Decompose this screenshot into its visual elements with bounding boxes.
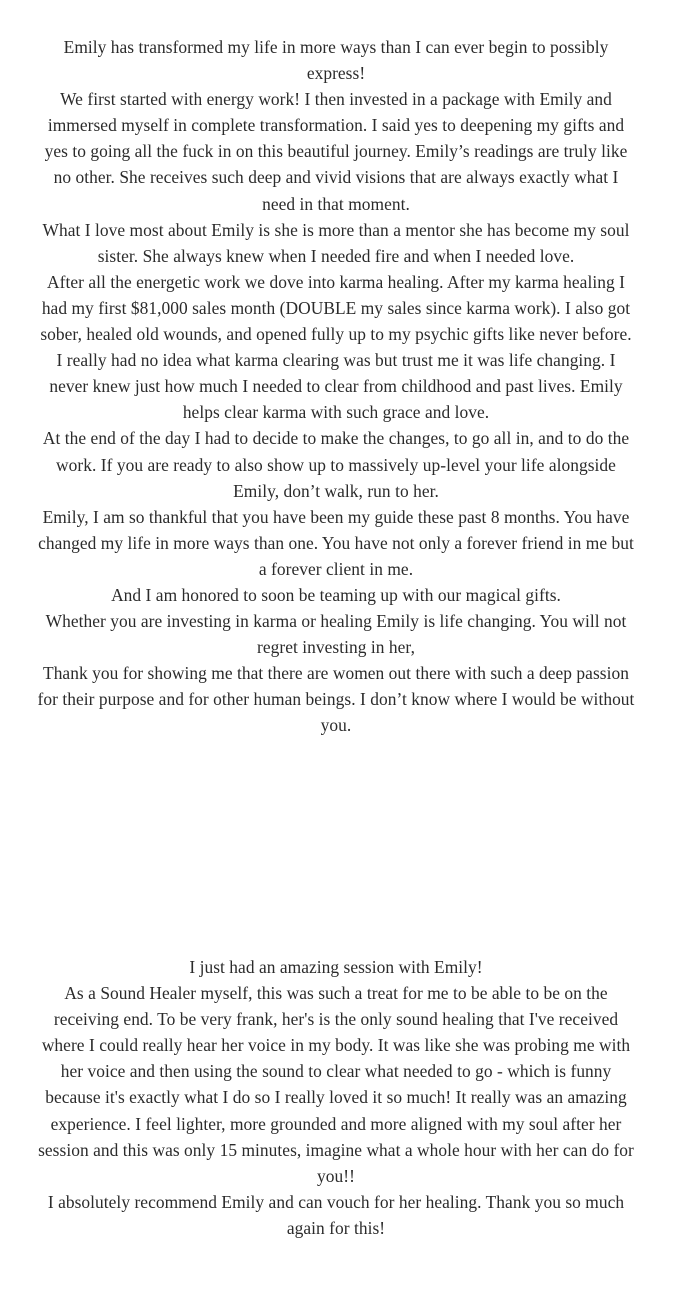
testimonial-paragraph: Thank you for showing me that there are women out there with such a deep passion for their purpose and for other human beings. I don’t know where I would be without you.: [37, 663, 635, 736]
testimonial-paragraph: I absolutely recommend Emily and can vouch for her healing. Thank you so much again for this!: [47, 1191, 625, 1238]
testimonial-paragraph: We first started with energy work! I then invested in a package with Emily and immersed myself in complete transformation. I said yes to deepening my gifts and yes to going all the fuck in on this beautiful journey. Emily’s readings are truly like no other. She receives such deep and vivid visions that are always exactly what I need in that moment.: [44, 89, 628, 214]
testimonial-block-sound-healing: [36, 954, 636, 1241]
testimonial-paragraph: And I am honored to soon be teaming up with our magical gifts.: [111, 584, 561, 605]
testimonial-paragraph: After all the energetic work we dove into karma healing. After my karma healing I had my first $81,000 sales month (DOUBLE my sales since karma work). I also got sober, healed old wounds, and opened fully up to my psychic gifts like never before. I really had no idea what karma clearing was but trust me it was life changing. I never knew just how much I needed to clear from childhood and past lives. Emily helps clear karma with such grace and love.: [40, 271, 632, 423]
testimonial-paragraph: I just had an amazing session with Emily!: [189, 957, 483, 977]
testimonial-paragraph: As a Sound Healer myself, this was such a treat for me to be able to be on the receiving end. To be very frank, her's is the only sound healing that I've received where I could really hear her voice in my body. It was like she was probing me with her voice and then using the sound to clear what needed to go - which is funny because it's exactly what I do so I really loved it so much! It really was an amazing experience. I feel lighter, more grounded and more aligned with my soul after her session and this was only 15 minutes, imagine what a whole hour with her can do for you!!: [38, 983, 634, 1186]
testimonial-paragraph: Emily has transformed my life in more ways than I can ever begin to possibly express!: [63, 37, 609, 84]
testimonial-paragraph: At the end of the day I had to decide to make the changes, to go all in, and to do the work. If you are ready to also show up to massively up-level your life alongside Emily, don’t walk, run to her.: [42, 428, 630, 501]
testimonial-paragraph: Whether you are investing in karma or healing Emily is life changing. You will not regret investing in her,: [45, 611, 627, 658]
testimonial-paragraph: What I love most about Emily is she is more than a mentor she has become my soul sister. She always knew when I needed fire and when I needed love.: [42, 219, 630, 266]
testimonial-paragraph: Emily, I am so thankful that you have been my guide these past 8 months. You have changed my life in more ways than one. You have not only a forever friend in me but a forever client in me.: [38, 506, 634, 579]
testimonial-block-emily-transformation: [36, 34, 636, 739]
